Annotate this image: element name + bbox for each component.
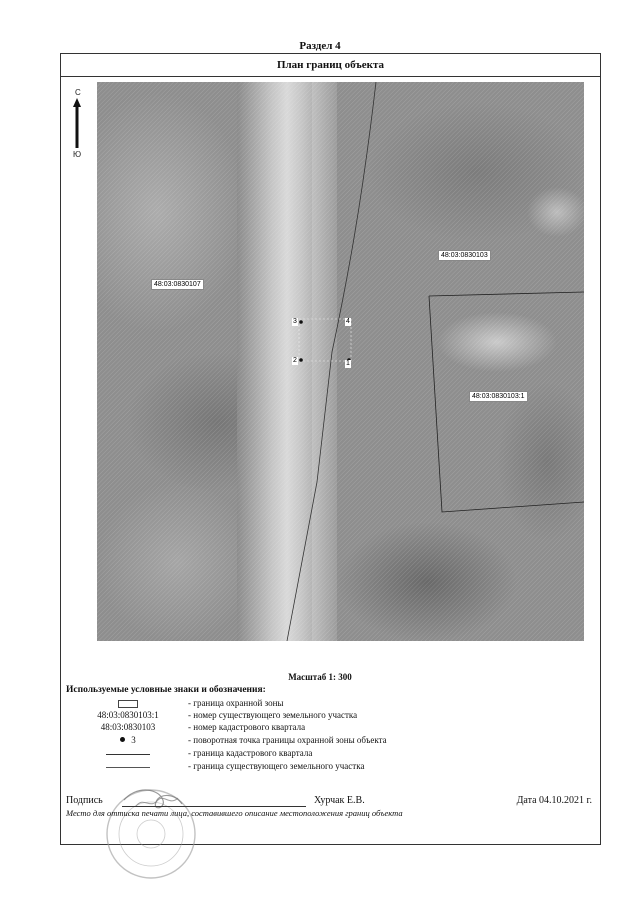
zone-boundary-symbol-icon (118, 700, 138, 708)
boundary-point-4: 4 (346, 318, 350, 325)
cadastral-quarter-label-east: 48:03:0830103 (438, 250, 491, 261)
plan-title: План границ объекта (60, 53, 601, 77)
turning-point-dot-icon (120, 737, 125, 742)
compass-south-label: Ю (73, 150, 82, 159)
aerial-map[interactable] (97, 82, 584, 641)
legend-symbol-parcel-number: 48:03:0830103:1 (97, 710, 159, 720)
legend-item-parcel-boundary (66, 761, 586, 773)
legend-symbol-parcel-boundary (66, 761, 190, 773)
legend-text: - поворотная точка границы охранной зоны объекта (188, 735, 387, 745)
signature-label: Подпись (66, 795, 103, 806)
signatory-name: Хурчак Е.В. (314, 795, 365, 806)
legend-text: - номер существующего земельного участка (188, 710, 358, 720)
legend-item-parcel-number (66, 710, 586, 722)
signature-line (122, 806, 306, 807)
stamp-caption: Место для оттиска печати лица, составившего описание местоположения границ объекта (66, 808, 403, 818)
north-arrow (70, 88, 90, 168)
legend-symbol-quarter-boundary (66, 748, 190, 760)
map-scale: Масштаб 1: 300 (288, 672, 352, 682)
legend-point-number: 3 (131, 735, 136, 745)
north-arrow-icon (70, 98, 84, 150)
legend-symbol-quarter-number: 48:03:0830103 (100, 722, 156, 732)
signature-date: Дата 04.10.2021 г. (516, 795, 592, 806)
legend-text: - граница существующего земельного участка (188, 761, 365, 771)
legend-text: - граница охранной зоны (188, 698, 284, 708)
quarter-boundary-line-icon (106, 754, 150, 755)
legend-title: Используемые условные знаки и обозначения: (66, 685, 266, 695)
section-title: Раздел 4 (299, 40, 341, 52)
signature-row (66, 795, 596, 809)
boundary-point-1: 1 (346, 360, 350, 367)
legend-symbol-turning-point (66, 735, 190, 747)
boundary-point-3: 3 (293, 318, 297, 325)
parcel-number-label: 48:03:0830103:1 (469, 391, 528, 402)
legend-text: - граница кадастрового квартала (188, 748, 313, 758)
parcel-boundary-line-icon (106, 767, 150, 768)
boundary-point-2: 2 (293, 357, 297, 364)
legend-item-quarter-number (66, 722, 586, 734)
legend-text: - номер кадастрового квартала (188, 722, 306, 732)
legend-item-turning-point (66, 735, 586, 747)
compass-north-label: С (75, 88, 81, 97)
cadastral-quarter-label-west: 48:03:0830107 (151, 279, 204, 290)
legend-symbol-zone (66, 698, 190, 710)
legend-item-quarter-boundary (66, 748, 586, 760)
legend-item-protection-zone (66, 698, 586, 710)
